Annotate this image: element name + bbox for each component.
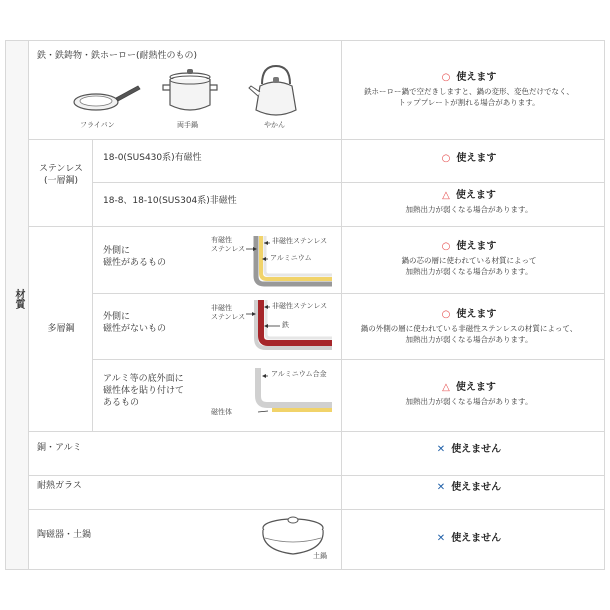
multilayer-b-label-right-2: 鉄 xyxy=(282,321,289,329)
glass-result xyxy=(340,478,598,493)
multilayer-a-label-right-2: アルミニウム xyxy=(270,254,312,262)
multilayer-b-text-1: 外側に xyxy=(103,312,131,322)
multilayer-a-note-2: 加熱出力が弱くなる場合があります。 xyxy=(405,266,533,276)
label-left-2: ステンレス xyxy=(211,245,246,254)
stainless-title xyxy=(30,163,92,187)
ceramic-result xyxy=(340,529,598,544)
multilayer-a-result-text: 使えます xyxy=(456,241,497,252)
stainless-result-2 xyxy=(340,186,598,216)
multilayer-a-note-1: 鍋の芯の層に使われている材質によって xyxy=(401,256,537,265)
iron-row-title: 鉄・鉄鋳物・鉄ホーロー(耐熱性のもの) xyxy=(37,51,198,61)
multilayer-b-text-2: 磁性がないもの xyxy=(103,324,167,335)
clay-pot-label: 土鍋 xyxy=(313,552,327,560)
iron-result-text: 使えます xyxy=(456,72,497,83)
circle-icon: ○ xyxy=(441,309,451,320)
kettle-label: やかん xyxy=(264,121,285,129)
cross-icon: ✕ xyxy=(436,533,446,544)
multilayer-b-note-2: 加熱出力が弱くなる場合があります。 xyxy=(405,334,533,344)
pot-label: 両手鍋 xyxy=(177,121,198,129)
stainless-result-1-text: 使えます xyxy=(456,153,497,164)
copper-result xyxy=(340,440,598,455)
multilayer-a-text-1: 外側に xyxy=(103,246,131,256)
stainless-result-2-text: 使えます xyxy=(455,190,496,201)
multilayer-c-result-text: 使えます xyxy=(455,382,496,393)
copper-title: 銅・アルミ xyxy=(37,443,82,453)
circle-icon: ○ xyxy=(441,153,451,164)
multilayer-b-text xyxy=(103,311,166,335)
frying-pan-icon xyxy=(72,82,142,122)
ceramic-result-text: 使えません xyxy=(451,533,502,544)
row-divider xyxy=(92,182,604,183)
triangle-icon: △ xyxy=(442,382,450,393)
multilayer-a-result xyxy=(340,237,598,278)
stainless-title-line-2: (一層鋼) xyxy=(43,176,79,187)
multilayer-divider xyxy=(92,226,93,431)
multilayer-b-result xyxy=(340,305,598,346)
row-divider xyxy=(28,475,604,476)
row-divider xyxy=(28,431,604,432)
stainless-result-1 xyxy=(340,149,598,164)
multilayer-a-text-2: 磁性があるもの xyxy=(103,258,167,269)
multilayer-c-text-2: 磁性体を貼り付けて xyxy=(103,386,185,397)
side-column xyxy=(6,41,29,569)
multilayer-b-result-text: 使えます xyxy=(456,309,497,320)
multilayer-c-label-top: アルミニウム合金 xyxy=(271,370,327,378)
iron-note-line-2: トッププレートが割れる場合があります。 xyxy=(398,97,540,107)
multilayer-title: 多層鋼 xyxy=(47,324,75,334)
multilayer-c-text-3: あるもの xyxy=(103,398,140,409)
multilayer-a-label-right-1: 非磁性ステンレス xyxy=(272,237,328,245)
circle-icon: ○ xyxy=(441,241,451,252)
multilayer-c-note: 加熱出力が弱くなる場合があります。 xyxy=(405,397,533,406)
iron-note-line-1: 鉄ホーロー鍋で空だきしますと、鍋の変形、変色だけでなく、 xyxy=(364,87,574,96)
label-left-1: 非磁性 xyxy=(211,304,232,312)
stainless-note: 加熱出力が弱くなる場合があります。 xyxy=(405,205,533,214)
cross-icon: ✕ xyxy=(436,482,446,493)
glass-title: 耐熱ガラス xyxy=(37,481,82,491)
copper-result-text: 使えません xyxy=(451,444,502,455)
multilayer-a-label-left xyxy=(211,236,245,254)
row-divider xyxy=(92,359,604,360)
multilayer-a-text xyxy=(103,245,166,269)
frying-pan-label: フライパン xyxy=(80,121,115,129)
multilayer-c-label-bottom: 磁性体 xyxy=(211,408,232,416)
iron-result xyxy=(340,68,598,109)
circle-icon: ○ xyxy=(441,72,451,83)
pot-icon xyxy=(160,65,220,121)
stainless-sub-2: 18-8、18-10(SUS304系)非磁性 xyxy=(103,196,237,206)
multilayer-c-text xyxy=(103,373,184,409)
label-left-2: ステンレス xyxy=(211,313,246,322)
ceramic-title: 陶磁器・土鍋 xyxy=(37,530,92,540)
multilayer-b-label-left xyxy=(211,304,245,322)
label-left-1: 有磁性 xyxy=(211,236,232,244)
kettle-icon xyxy=(248,62,304,120)
row-divider xyxy=(28,139,604,140)
stainless-sub-1: 18-0(SUS430系)有磁性 xyxy=(103,153,202,163)
glass-result-text: 使えません xyxy=(451,482,502,493)
stainless-title-line-1: ステンレス xyxy=(39,164,83,174)
multilayer-b-note-1: 鍋の外側の層に使われている非磁性ステンレスの材質によって、 xyxy=(360,324,578,333)
row-divider xyxy=(28,226,604,227)
triangle-icon: △ xyxy=(442,190,450,201)
side-label: 材質 xyxy=(13,289,24,309)
row-divider xyxy=(92,293,604,294)
multilayer-c-text-1: アルミ等の底外面に xyxy=(103,374,184,384)
multilayer-c-result xyxy=(340,378,598,408)
cross-icon: ✕ xyxy=(436,444,446,455)
multilayer-b-label-right-1: 非磁性ステンレス xyxy=(272,302,328,310)
